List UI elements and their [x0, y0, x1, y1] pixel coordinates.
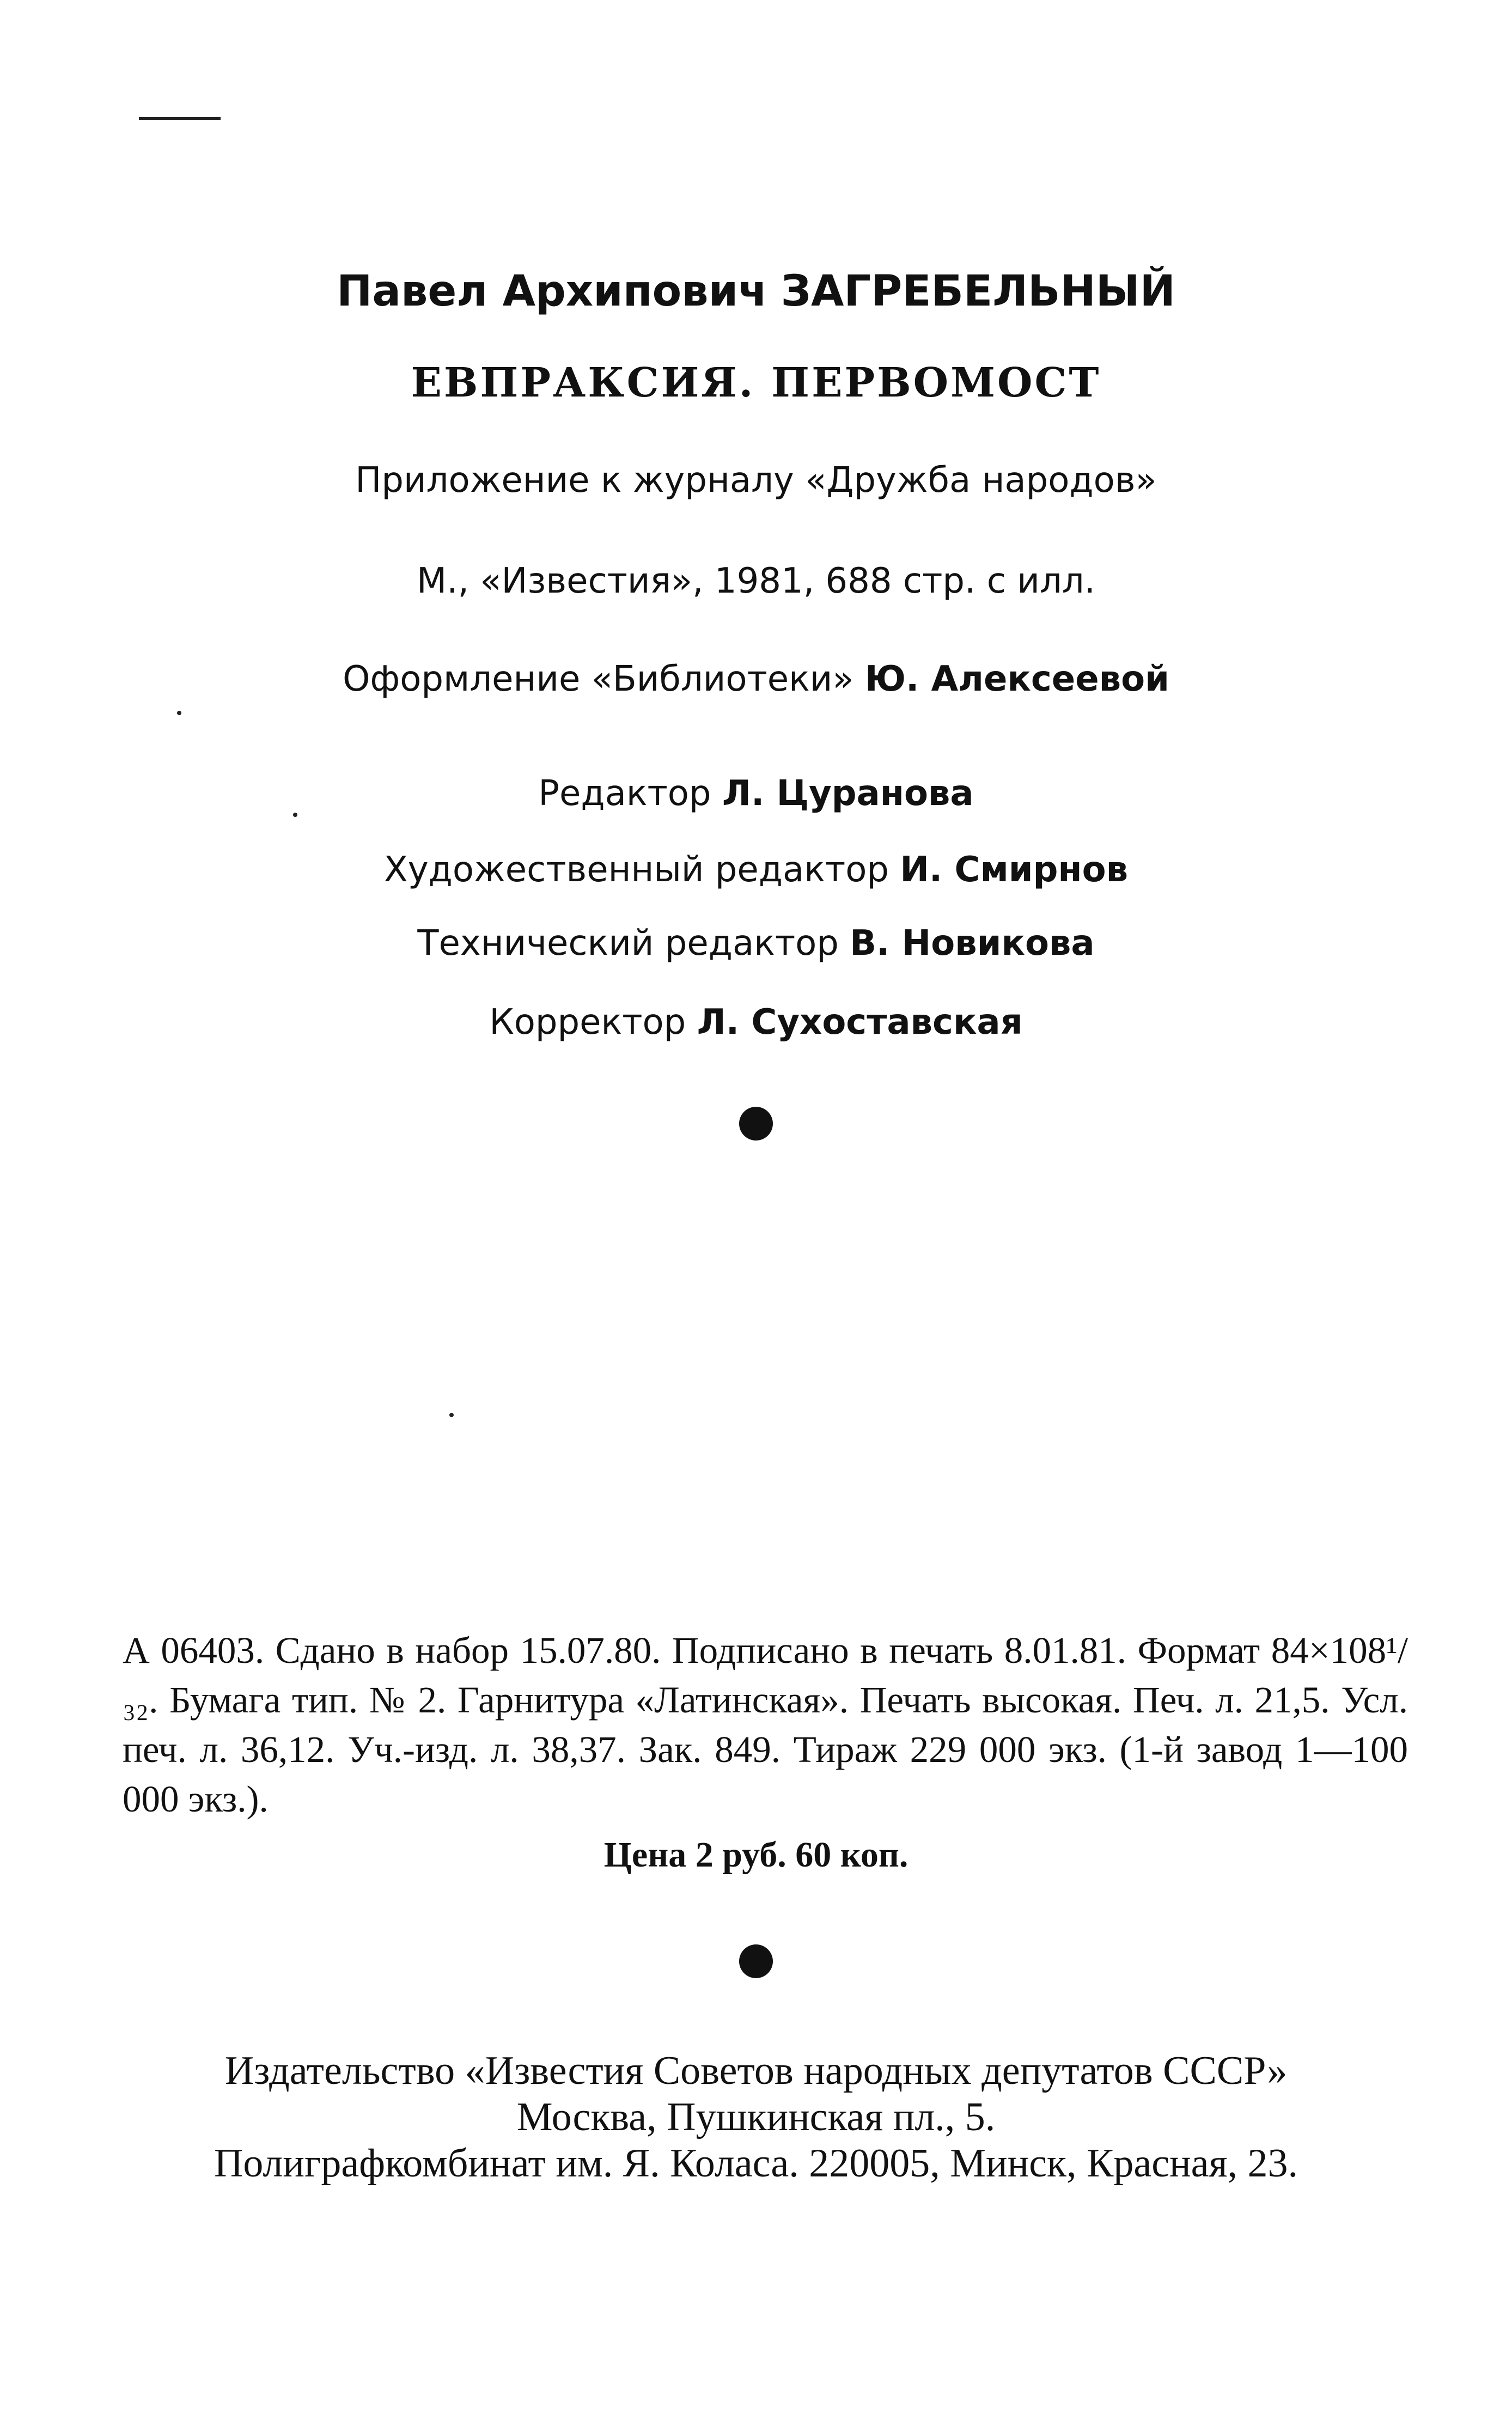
staff-line	[0, 850, 1512, 890]
printer-line: Полиграфкомбинат им. Я. Коласа. 220005, Минск, Красная, 23.	[214, 2141, 1298, 2186]
design-label: Оформление «Библиотеки»	[343, 659, 854, 699]
staff-name: Л. Цуранова	[722, 773, 974, 814]
author-line	[0, 267, 1512, 316]
print-specs: А 06403. Сдано в набор 15.07.80. Подписано в печать 8.01.81. Формат 84×108¹/₃₂. Бумага тип. № 2. Гарнитура «Латинская». Печать высокая. Печ. л. 21,5. Усл. печ. л. 36,12. Уч.-изд. л. 38,37. Зак. 849. Тираж 229 000 экз. (1-й завод 1—100 000 экз.).	[123, 1630, 1408, 1820]
supplement-note: Приложение к журналу «Дружба народов»	[355, 460, 1157, 501]
author-name: Павел Архипович	[337, 267, 767, 316]
staff-role: Корректор	[489, 1002, 686, 1042]
design-credit	[0, 659, 1512, 699]
staff-line	[0, 773, 1512, 814]
book-title: ЕВПРАКСИЯ. ПЕРВОМОСТ	[411, 359, 1101, 406]
bullet-separator	[739, 1107, 773, 1141]
staff-name: В. Новикова	[850, 923, 1095, 963]
bullet-separator	[739, 1944, 773, 1978]
staff-name: И. Смирнов	[900, 850, 1129, 890]
imprint-line: М., «Известия», 1981, 688 стр. с илл.	[417, 561, 1095, 601]
staff-line	[0, 1002, 1512, 1042]
staff-role: Художественный редактор	[383, 850, 889, 890]
staff-line	[0, 923, 1512, 963]
price-line: Цена 2 руб. 60 коп.	[603, 1835, 909, 1875]
author-surname: ЗАГРЕБЕЛЬНЫЙ	[781, 267, 1175, 316]
staff-name: Л. Сухоставская	[697, 1002, 1023, 1042]
staff-role: Технический редактор	[417, 923, 839, 963]
scan-mark	[139, 117, 221, 120]
scan-mark	[177, 711, 181, 715]
publisher-name: Издательство «Известия Советов народных депутатов СССР»	[224, 2048, 1288, 2093]
publisher-address: Москва, Пушкинская пл., 5.	[516, 2095, 996, 2139]
design-name: Ю. Алексеевой	[864, 659, 1169, 699]
scan-mark	[449, 1413, 454, 1417]
staff-role: Редактор	[538, 773, 711, 814]
